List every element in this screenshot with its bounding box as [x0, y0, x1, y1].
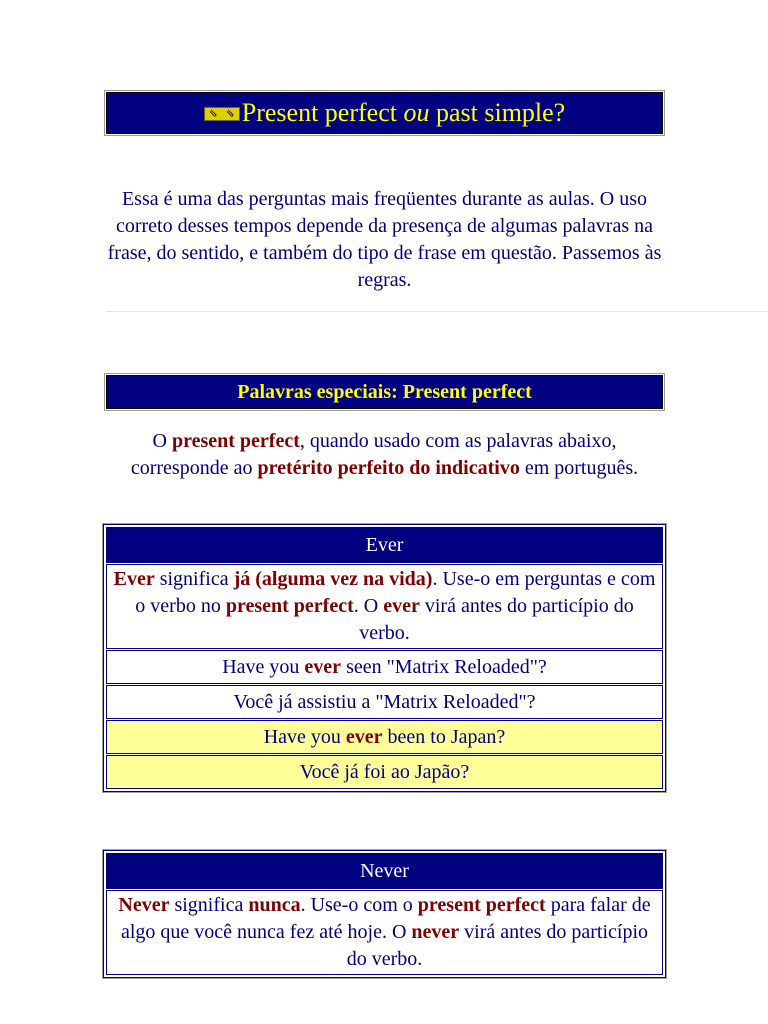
keyword: ever [304, 655, 342, 678]
ever-description [106, 564, 663, 649]
ever-header: Ever [106, 527, 663, 563]
text: . Use-o em perguntas e com o verbo no [135, 568, 656, 617]
arrow-glyph: ⇘ [208, 107, 218, 120]
title-part3: past simple? [435, 98, 566, 127]
text: . Use-o com o [300, 894, 418, 916]
arrows-icon [204, 107, 240, 121]
text: Have you [263, 725, 346, 748]
text: . O [353, 595, 384, 617]
section-intro [106, 428, 663, 482]
text: O [152, 430, 172, 452]
never-description [106, 890, 663, 975]
never-header: Never [106, 853, 663, 889]
ever-table [103, 524, 666, 792]
keyword: present perfect [171, 430, 300, 452]
keyword: present perfect [417, 894, 546, 916]
text: virá antes do particípio do verbo. [346, 921, 648, 970]
arrow-glyph: ⇘ [225, 107, 235, 120]
keyword: nunca [248, 894, 301, 916]
translation-row: Você já assistiu a "Matrix Reloaded"? [106, 685, 663, 719]
keyword: ever [345, 725, 383, 748]
keyword: Never [118, 894, 170, 916]
intro-paragraph: Essa é uma das perguntas mais freqüentes durante as aulas. O uso correto desses tempos depende da presença de algumas palavras na frase, do sentido, e também do tipo de frase em questão. Passemos às regras. [107, 188, 662, 291]
keyword: present perfect [225, 595, 354, 617]
title-part2: ou [403, 98, 430, 127]
translation-row: Você já foi ao Japão? [106, 755, 663, 789]
text: , quando usado com as palavras abaixo, corresponde ao [130, 430, 617, 479]
keyword: já (alguma vez na vida) [233, 568, 433, 590]
text: virá antes do particípio do verbo. [359, 595, 634, 644]
keyword: Ever [113, 568, 155, 590]
example-row [106, 650, 663, 684]
keyword: never [411, 921, 460, 943]
text: significa [169, 894, 249, 916]
page-title [106, 92, 663, 134]
divider [106, 311, 768, 312]
keyword: pretérito perfeito do indicativo [257, 457, 520, 479]
section-header: Palavras especiais: Present perfect [106, 375, 663, 409]
text: been to Japan? [382, 725, 506, 748]
example-row [106, 720, 663, 754]
title-part1: Present perfect [241, 98, 397, 127]
text: em português. [519, 457, 639, 479]
text: para falar de algo que você nunca fez até hoje. O [120, 894, 651, 943]
never-table [103, 850, 666, 978]
text: seen "Matrix Reloaded"? [341, 655, 547, 678]
keyword: ever [383, 595, 420, 617]
text: Have you [222, 655, 305, 678]
text: significa [154, 568, 234, 590]
